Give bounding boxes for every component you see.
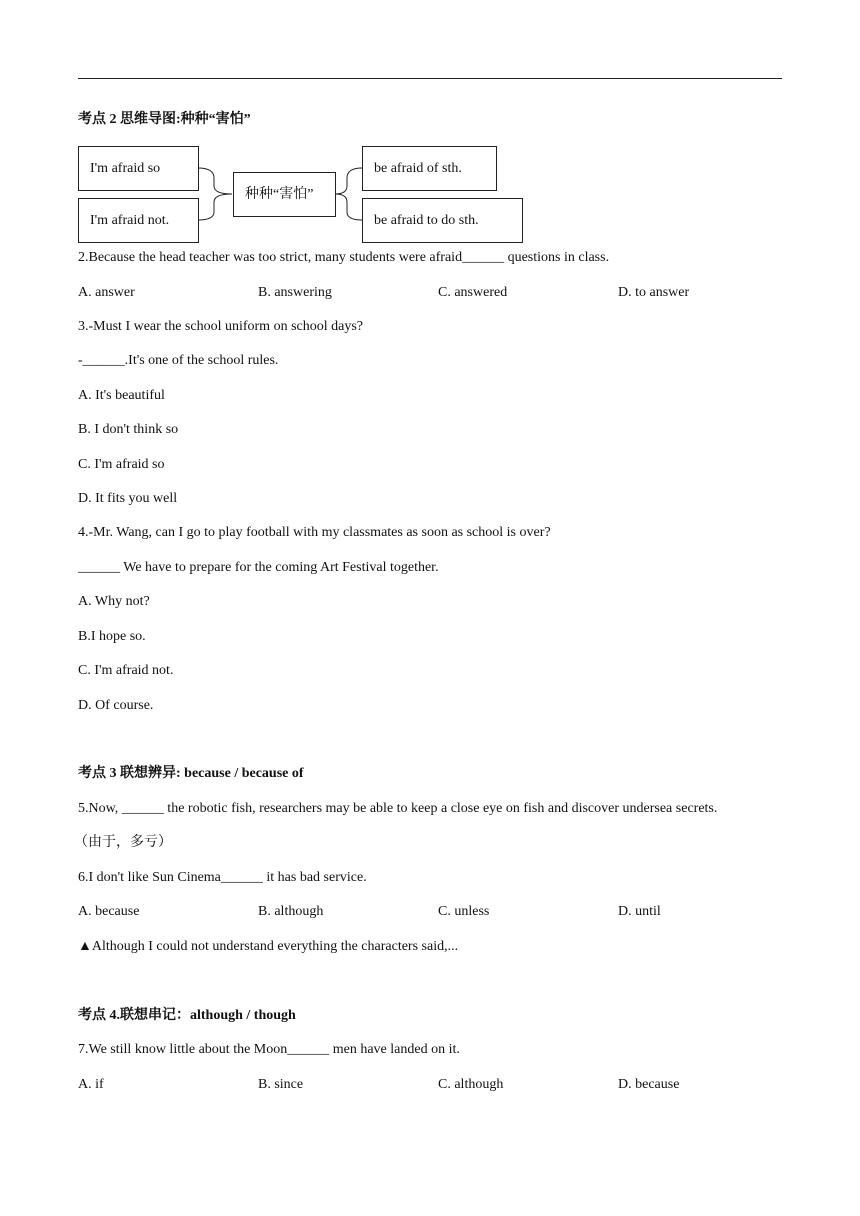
mindmap-left-text-2: I'm afraid not. — [90, 213, 170, 228]
q2-option-a: A. answer — [78, 285, 135, 300]
q6-option-d: D. until — [618, 904, 661, 919]
mindmap-right-text-2: be afraid to do sth. — [374, 213, 479, 228]
q3-option-b: B. I don't think so — [78, 422, 179, 437]
q7-option-a: A. if — [78, 1077, 104, 1092]
q4-option-d: D. Of course. — [78, 698, 154, 713]
q7-options — [78, 1076, 798, 1094]
q6-stem: 6.I don't like Sun Cinema______ it has bad service. — [78, 870, 367, 885]
q5-stem: 5.Now, ______ the robotic fish, researchers may be able to keep a close eye on fish and discover undersea secrets. — [78, 801, 718, 816]
q6-option-a: A. because — [78, 904, 140, 919]
q6-option-c: C. unless — [438, 904, 490, 919]
section4-heading: 考点 4.联想串记：although / though — [78, 1008, 296, 1023]
q3-reply: -______.It's one of the school rules. — [78, 353, 279, 368]
q3-stem: 3.-Must I wear the school uniform on school days? — [78, 319, 363, 334]
q7-stem: 7.We still know little about the Moon______ men have landed on it. — [78, 1042, 460, 1057]
q4-stem: 4.-Mr. Wang, can I go to play football with my classmates as soon as school is over? — [78, 525, 551, 540]
q2-option-b: B. answering — [258, 285, 332, 300]
mindmap-center-box — [233, 172, 336, 217]
q2-options — [78, 284, 798, 302]
q3-option-d: D. It fits you well — [78, 491, 178, 506]
mindmap-center-text: 种种“害怕” — [245, 187, 314, 202]
q6-options — [78, 903, 798, 921]
q4-option-c: C. I'm afraid not. — [78, 663, 174, 678]
q4-reply: ______ We have to prepare for the coming Art Festival together. — [78, 560, 439, 575]
q3-option-a: A. It's beautiful — [78, 388, 165, 403]
q7-option-b: B. since — [258, 1077, 304, 1092]
mindmap-left-box-2 — [78, 198, 199, 243]
section3-heading: 考点 3 联想辨异: because / because of — [78, 766, 304, 781]
q5-note: （由于，多亏） — [74, 835, 172, 850]
q4-option-b: B.I hope so. — [78, 629, 146, 644]
q2-stem: 2.Because the head teacher was too strict, many students were afraid______ questions in class. — [78, 250, 610, 265]
section2-heading: 考点 2 思维导图:种种“害怕” — [78, 112, 251, 127]
mindmap-left-text-1: I'm afraid so — [90, 161, 161, 176]
q4-option-a: A. Why not? — [78, 594, 150, 609]
q7-option-d: D. because — [618, 1077, 680, 1092]
mindmap-right-text-1: be afraid of sth. — [374, 161, 462, 176]
mindmap-right-box-2 — [362, 198, 523, 243]
example-sentence: ▲Although I could not understand everything the characters said,... — [78, 939, 459, 954]
q3-option-c: C. I'm afraid so — [78, 457, 165, 472]
mindmap-right-box-1 — [362, 146, 497, 191]
q7-option-c: C. although — [438, 1077, 504, 1092]
q2-option-c: C. answered — [438, 285, 508, 300]
mindmap-left-box-1 — [78, 146, 199, 191]
q2-option-d: D. to answer — [618, 285, 690, 300]
q6-option-b: B. although — [258, 904, 324, 919]
